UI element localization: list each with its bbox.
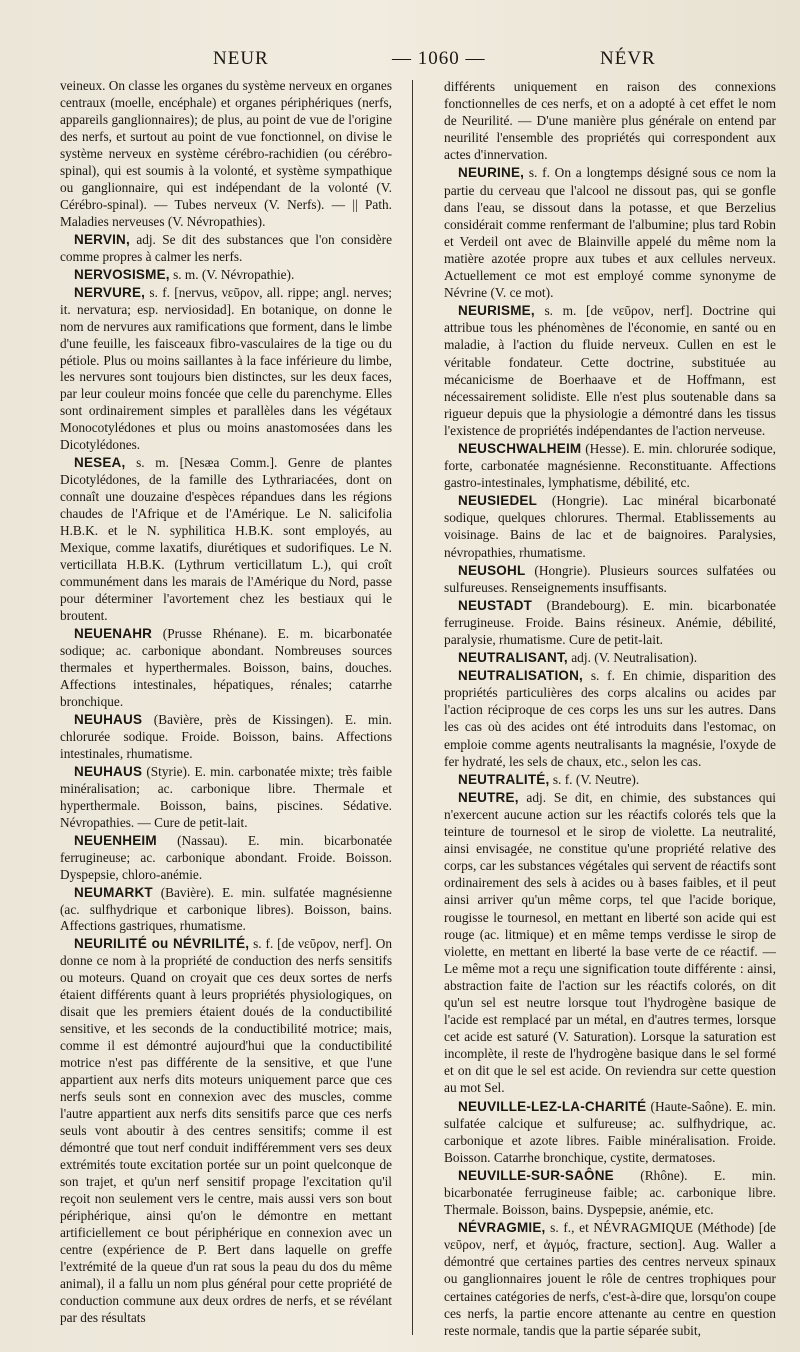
entry-text: (Brandebourg). E. min. bicarbonatée ferrugineuse. Froide. Bains résineux. Anémie, débilité, paralysie, rhumatisme. Cure de petit-lait. (444, 597, 776, 647)
dictionary-entry (444, 649, 776, 666)
entry-text: s. f. En chimie, disparition des propriétés particulières des corps alcalins ou acides par l'action réciproque de ces corps les uns sur les autres. Dans les cas où des acides ont été introduits dans l'estomac, on emploie comme agents neutralisants la magnésie, l'oxyde de fer hydraté, les sels de chaux, etc., selon les cas. (444, 668, 776, 769)
entry-text: différents uniquement en raison des connexions fonctionnelles de ces nerfs, et on a adopté à cet effet le nom de Neurilité. — D'une manière plus générale on entend par neurilité l'ensemble des propriétés qui correspondent aux actes d'innervation. (444, 79, 776, 163)
page-header (0, 48, 800, 74)
entry-text: s. f. [de νεῦρον, nerf]. On donne ce nom à la propriété de conduction des nerfs sensitifs ou moteurs. Quand on croyait que ces deux sortes de nerfs étaient différents quant à leurs propriétés physiologiques, on disait que les premiers étaient doués de la conductibilité sensitive, et les seconds de la conductibilité motrice; mais, comme il est démontré aujourd'hui que la conductibilité motrice n'est pas différente de la sensitive, et que l'une appartient aux nerfs dits moteurs uniquement parce que ces nerfs seuls sont en connexion avec des muscles, comme l'autre appartient aux nerfs dits sensitifs parce que ces nerfs seuls vont aboutir à des centres sensitifs; comme il est démontré que tout nerf conduit indifféremment vers ses deux extrémités toute excitation portée sur un point quelconque de son trajet, et qu'un nerf sensitif propage l'excitation qu'il reçoit non seulement vers le centre, mais aussi vers son bout périphérique, ainsi qu'on le démontre en mettant artificiellement ce bout périphérique en connexion avec un centre (expérience de P. Bert dans laquelle on greffe l'extrémité de la queue d'un rat sous la peau du dos du même animal), il a fallu un nom plus général pour cette propriété de conduction commune aux deux ordres de nerfs, et se révélant par des résultats (60, 936, 392, 1325)
dictionary-entry (60, 455, 392, 625)
entry-headword: NERVOSISME, (74, 266, 170, 282)
dictionary-entry (60, 78, 392, 231)
entry-text: s. m. (V. Névropathie). (173, 266, 295, 282)
entry-headword: NEURINE, (458, 165, 525, 181)
entry-headword: NEUHAUS (74, 711, 143, 727)
entry-headword: NEURISME, (458, 303, 535, 319)
dictionary-entry (444, 492, 776, 560)
entry-text: adj. Se dit, en chimie, des substances qui n'exercent aucune action sur les réactifs colorés tels que la teinture de tournesol et le sirop de violette. La neutralité, ainsi envisagée, ne constitue qu'une propriété relative des corps, car les substances végétales qui servent de réactifs sont ordinairement des sels à acides ou à bases faibles, et il peut ainsi arriver qu'un même corps, tel que l'acide borique, rougisse le tournesol, en mettant en liberté son acide qui est rouge (ac. litmique) et en même temps verdisse le sirop de violette, en mettant en liberté la base verte de ce réactif. — Le même mot a reçu une signification toute différente : ainsi, abstraction faite de l'action sur les réactifs colorés, on dit qu'un sel est neutre lorsque tout l'hydrogène basique de l'acide est remplacé par un métal, en d'autres termes, lorsque cet acide est saturé (V. Saturation). Lorsque la saturation est incomplète, il reste de l'hydrogène basique dans le sel formé et on dit que le sel est acide. On reviendra sur cette question au mot Sel. (444, 789, 776, 1096)
entry-headword: NÉVRAGMIE, (458, 1220, 546, 1236)
dictionary-entry (60, 267, 392, 284)
entry-headword: NERVURE, (74, 284, 146, 300)
entry-text: (Hongrie). Lac minéral bicarbonaté sodique, quelques chlorures. Thermal. Etablissements au voisinage. Bains de lac et de baignoires. Paralysies, névropathies, rhumatisme. (444, 493, 776, 560)
entry-headword: NEUTRE, (458, 789, 519, 805)
entry-headword: NEUMARKT (74, 884, 153, 900)
entry-headword: NEUENHEIM (74, 832, 157, 848)
entry-text: s. f. [nervus, νεῦρον, all. rippe; angl. nerves; it. nervatura; esp. nerviosidad]. En botanique, on donne le nom de nervures aux ramifications que forment, dans le limbe d'une feuille, les faisceaux fibro-vasculaires de la tige ou du pétiole. Plus ou moins saillantes à la face inférieure du limbe, les nervures sont toujours bien distinctes, sur les deux faces, par leur couleur moins foncée que celle du parenchyme. Elles sont ordinairement simples et parallèles dans les végétaux Monocotylédones et plus ou moins anastomosées dans les Dicotylédones. (60, 284, 392, 453)
dictionary-entry (444, 597, 776, 648)
running-head-left: NEUR (213, 48, 269, 69)
dictionary-entry (60, 833, 392, 884)
entry-headword: NEUVILLE-SUR-SAÔNE (458, 1167, 614, 1183)
dictionary-entry (444, 667, 776, 770)
entry-text: s. f., et NÉVRAGMIQUE (Méthode) [de νεῦρον, nerf, et ἀγμός, fracture, section]. Aug. Waller a démontré que certaines parties des centres nerveux spinaux ou ganglionnaires jouent le rôle de centres trophiques pour certaines catégories de nerfs, c'est-à-dire que, lorsqu'on coupe ces nerfs, la partie encore attenante au centre en question reste normale, tandis que la partie séparée subit, (444, 1220, 776, 1338)
dictionary-entry (444, 440, 776, 491)
entry-headword: NEUTRALISATION, (458, 668, 583, 684)
entry-headword: NEUSCHWALHEIM (458, 440, 582, 456)
entry-headword: NEUENAHR (74, 626, 153, 641)
entry-headword: NERVIN, (74, 231, 130, 247)
entry-headword: NEUSTADT (458, 597, 533, 613)
entry-text: (Bavière, près de Kissingen). E. min. chlorurée sodique. Froide. Boisson, bains. Affections intestinales, rhumatisme. (60, 711, 392, 761)
dictionary-entry (444, 1167, 776, 1218)
entry-headword: NEURILITÉ ou NÉVRILITÉ, (74, 936, 250, 952)
entry-headword: NESEA, (74, 455, 126, 471)
dictionary-entry (60, 885, 392, 936)
right-column (444, 78, 776, 1340)
entry-text: s. f. On a longtemps désigné sous ce nom la partie du cerveau que l'alcool ne dissout pas, qui se gonfle dans l'eau, se dissout dans la potasse, et que Berzelius considérait comme renfermant de l'albumine; plus tard Robin et Verdeil ont avec de Blainville appelé du même nom la matière azotée propre aux tubes et aux cellules nerveux. Actuellement ce mot est employé comme synonyme de Névrine (V. ce mot). (444, 165, 776, 301)
entry-text: s. f. (V. Neutre). (552, 771, 640, 787)
entry-headword: NEUVILLE-LEZ-LA-CHARITÉ (458, 1098, 647, 1114)
entry-text: s. m. [de νεῦρον, nerf]. Doctrine qui attribue tous les phénomènes de l'économie, en santé ou en maladie, à l'action du fluide nerveux. Cullen en est le véritable fondateur. Cette doctrine, substituée au mécanicisme de Boerhaave et de Hoffmann, est nécessairement solidiste. Elle n'est plus soutenable dans sa rigueur depuis que la physiologie a démontré dans les tissus l'existence de propriétés indépendantes de l'action nerveuse. (444, 303, 776, 438)
entry-headword: NEUHAUS (74, 763, 143, 779)
entry-text: (Bavière). E. min. sulfatée magnésienne (ac. sulfhydrique et carbonique libres). Boisson, bains. Affections gastriques, rhumatisme. (60, 884, 392, 934)
running-head-right: NÉVR (600, 48, 656, 69)
entry-text: veineux. On classe les organes du système nerveux en organes centraux (moelle, encéphale) et organes périphériques (nerfs, appareils ganglionnaires); de plus, au point de vue de l'origine des nerfs, et surtout au point de vue fonctionnel, on divise le système nerveux en système cérébro-rachidien (ou cérébro-spinal), qui est soumis à la volonté, et système sympathique ou ganglionnaire, qui est indépendant de la volonté (V. Cérébro-spinal). — Tubes nerveux (V. Nerfs). — || Path. Maladies nerveuses (V. Névropathies). (60, 78, 392, 229)
entry-text: (Nassau). E. min. bicarbonatée ferrugineuse; ac. carbonique abondant. Froide. Boisson. Dyspepsie, chloro-anémie. (60, 832, 392, 882)
dictionary-entry (444, 771, 776, 788)
dictionary-entry (60, 764, 392, 832)
entry-headword: NEUSOHL (458, 562, 526, 578)
entry-text: (Styrie). E. min. carbonatée mixte; très faible minéralisation; ac. carbonique libre. Thermale et hyperthermale. Boisson, bains, piscines. Sédative. Névropathies. — Cure de petit-lait. (60, 763, 392, 830)
entry-text: (Prusse Rhénane). E. m. bicarbonatée sodique; ac. carbonique abondant. Nombreuses sources thermales et hyperthermales. Boisson, bains, douches. Affections intestinales, hépatiques, rénales; catarrhe bronchique. (60, 626, 392, 709)
column-divider (412, 80, 413, 1335)
entry-headword: NEUTRALITÉ, (458, 771, 550, 787)
dictionary-entry (444, 164, 776, 301)
page-number: — 1060 — (392, 48, 486, 69)
entry-text: (Hesse). E. min. chlorurée sodique, forte, carbonatée magnésienne. Reconstituante. Affections gastro-intestinales, lymphatisme, débilité, etc. (444, 440, 776, 491)
entry-headword: NEUTRALISANT, (458, 650, 568, 666)
dictionary-entry (60, 712, 392, 763)
left-column (60, 78, 392, 1340)
dictionary-entry (444, 78, 776, 163)
dictionary-entry (444, 1219, 776, 1339)
entry-headword: NEUSIEDEL (458, 493, 538, 509)
entry-text: adj. Se dit des substances que l'on considère comme propres à calmer les nerfs. (60, 231, 392, 264)
dictionary-entry (60, 232, 392, 266)
dictionary-entry (444, 789, 776, 1097)
dictionary-entry (60, 626, 392, 711)
entry-text: adj. (V. Neutralisation). (571, 650, 698, 666)
dictionary-entry (444, 302, 776, 439)
entry-text: s. m. [Nesæa Comm.]. Genre de plantes Dicotylédones, de la famille des Lythrariacées, dont on connaît une douzaine d'espèces répandues dans les régions chaudes de l'Afrique et de l'Amérique. Le N. salicifolia H.B.K. et le N. syphilitica H.B.K. sont employés, au Mexique, comme laxatifs, diurétiques et sudorifiques. Le N. verticillata H.B.K. (Lythrum verticillatum L.), qui croît communément dans les marais de l'Amérique du Nord, passe pour déterminer l'avortement chez les bestiaux qui le broutent. (60, 455, 392, 624)
dictionary-entry (444, 1098, 776, 1166)
entry-text: (Haute-Saône). E. min. sulfatée calcique et sulfureuse; ac. sulfhydrique, ac. carbonique et azote libres. Faible minéralisation. Froide. Boisson. Catarrhe bronchique, cystite, dermatoses. (444, 1098, 776, 1165)
dictionary-entry (444, 562, 776, 596)
dictionary-entry (60, 936, 392, 1326)
entry-text: (Rhône). E. min. bicarbonatée ferrugineuse faible; ac. carbonique libre. Thermale. Boisson, bains. Dyspepsie, anémie, etc. (444, 1167, 776, 1218)
entry-text: (Hongrie). Plusieurs sources sulfatées ou sulfureuses. Renseignements insuffisants. (444, 562, 776, 595)
dictionary-entry (60, 285, 392, 455)
